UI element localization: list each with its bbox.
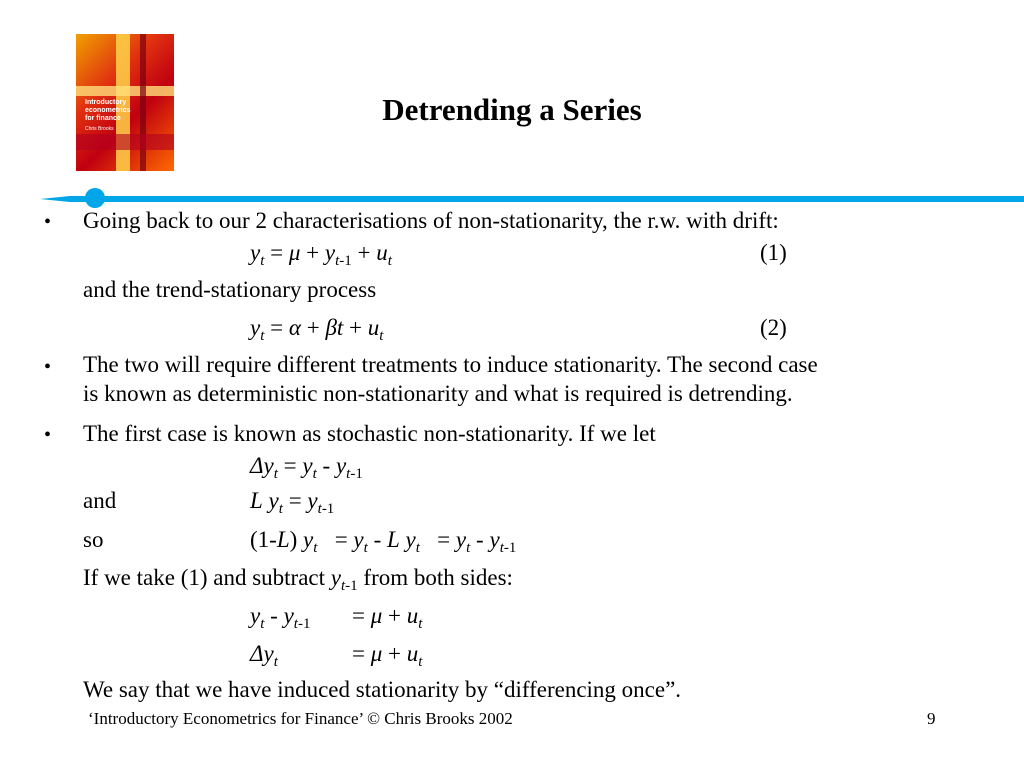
equation-subtracted-rhs: = $\mu + u_t$	[352, 603, 423, 632]
bullet-3-text: The first case is known as stochastic non-stationarity. If we let	[83, 421, 656, 446]
label-and: and	[83, 488, 117, 513]
equation-number-2: (2)	[760, 315, 787, 340]
cover-decoration	[76, 134, 174, 150]
conclusion-text: We say that we have induced stationarity by “differencing once”.	[83, 677, 682, 702]
footer-copyright: ‘Introductory Econometrics for Finance’ © Chris Brooks 2002	[88, 709, 513, 728]
bullet-2-line-1: The two will require different treatments to induce stationarity. The second case	[83, 352, 818, 377]
bullet-2-line-2: is known as deterministic non-stationarity and what is required is detrending.	[83, 381, 793, 406]
equation-random-walk-drift: $y_t = \mu + y_{t-1} + u_t$	[250, 240, 392, 269]
label-so: so	[83, 527, 104, 552]
equation-subtracted: $y_t - y_{t-1}$	[250, 603, 311, 632]
equation-trend-stationary: $y_t = \alpha + \beta t + u_t$	[250, 315, 384, 344]
cover-author: Chris Brooks	[85, 126, 114, 132]
equation-lag-operator: L $y_t = y_{t-1}$	[250, 488, 335, 517]
equation-one-minus-lag: (1-L) $y_t = y_t - L$ $y_t = y_t - y_{t-1}$	[250, 527, 517, 556]
equation-delta-y-rhs: = $\mu + u_t$	[352, 641, 423, 670]
bullet-marker: •	[44, 211, 52, 233]
equation-first-difference: $\Delta y_t = y_t - y_{t-1}$	[250, 453, 363, 482]
page-number: 9	[927, 709, 936, 728]
bullet-marker: •	[44, 356, 52, 378]
bullet-marker: •	[44, 424, 52, 446]
equation-number-1: (1)	[760, 240, 787, 265]
cover-title: Introductory econometrics for finance	[85, 99, 131, 122]
bullet-1-continuation: and the trend-stationary process	[83, 277, 377, 302]
if-we-take-prefix: If we take (1) and subtract	[83, 565, 331, 590]
if-we-take-line: If we take (1) and subtract $y_{t-1}$ from both sides:	[83, 565, 513, 594]
equation-delta-y: $\Delta y_t$	[250, 641, 278, 670]
if-we-take-suffix: from both sides:	[357, 565, 513, 590]
bullet-1-text: Going back to our 2 characterisations of non-stationarity, the r.w. with drift:	[83, 208, 779, 233]
slide-title: Detrending a Series	[382, 92, 642, 127]
title-divider	[40, 186, 1024, 208]
